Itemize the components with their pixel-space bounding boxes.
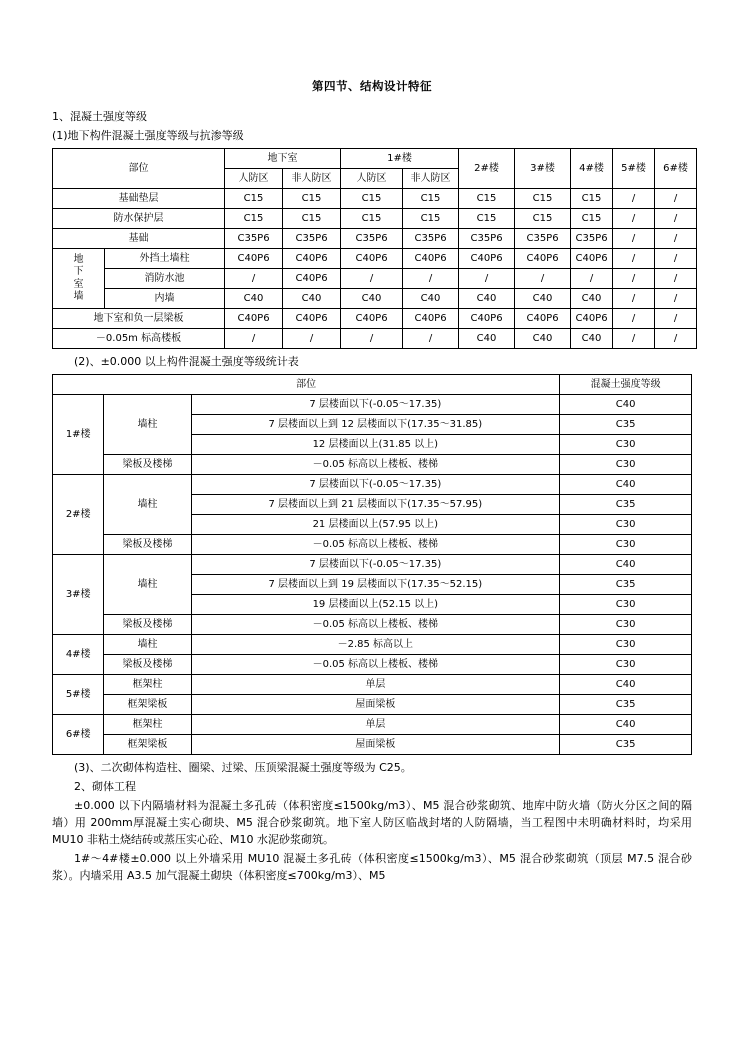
part-label: 墙柱 bbox=[104, 475, 191, 535]
cell: C15 bbox=[571, 209, 613, 229]
subsection-heading-1: (1)地下构件混凝土强度等级与抗渗等级 bbox=[52, 129, 244, 143]
cell: / bbox=[655, 309, 697, 329]
cell: / bbox=[655, 209, 697, 229]
th-building-3: 3#楼 bbox=[515, 149, 571, 189]
table-row bbox=[53, 715, 692, 735]
th-building-5: 5#楼 bbox=[613, 149, 655, 189]
desc: 12 层楼面以上(31.85 以上) bbox=[191, 435, 560, 455]
page-title: 第四节、结构设计特征 bbox=[312, 79, 432, 93]
part-label: 梁板及楼梯 bbox=[104, 535, 191, 555]
th-sub-non-civil-defense-b: 非人防区 bbox=[403, 169, 459, 189]
grade: C35 bbox=[560, 575, 692, 595]
cell: C15 bbox=[225, 189, 283, 209]
desc: 单层 bbox=[191, 715, 560, 735]
part-label: 梁板及楼梯 bbox=[104, 455, 191, 475]
section-heading-1: 1、混凝土强度等级 bbox=[52, 110, 147, 123]
cell: / bbox=[515, 269, 571, 289]
grade: C30 bbox=[560, 615, 692, 635]
cell: C40 bbox=[515, 289, 571, 309]
table-row bbox=[53, 329, 697, 349]
cell: C40 bbox=[459, 329, 515, 349]
cell: C40 bbox=[459, 289, 515, 309]
table-row bbox=[53, 675, 692, 695]
table-row bbox=[53, 189, 697, 209]
cell: C35P6 bbox=[403, 229, 459, 249]
cell: / bbox=[403, 329, 459, 349]
grade: C35 bbox=[560, 735, 692, 755]
cell: C15 bbox=[459, 209, 515, 229]
cell: C15 bbox=[403, 209, 459, 229]
table-row bbox=[53, 269, 697, 289]
desc: 7 层楼面以下(-0.05～17.35) bbox=[191, 395, 560, 415]
cell: C35P6 bbox=[515, 229, 571, 249]
cell: / bbox=[571, 269, 613, 289]
table-row bbox=[53, 695, 692, 715]
th-grade: 混凝土强度等级 bbox=[560, 375, 692, 395]
cell: C15 bbox=[283, 189, 341, 209]
group-label-building-6: 6#楼 bbox=[53, 715, 104, 755]
cell: C15 bbox=[459, 189, 515, 209]
part-label: 框架柱 bbox=[104, 715, 191, 735]
row-label: 外挡土墙柱 bbox=[105, 249, 225, 269]
cell: / bbox=[655, 289, 697, 309]
grade: C40 bbox=[560, 715, 692, 735]
th-building-4: 4#楼 bbox=[571, 149, 613, 189]
table-row bbox=[53, 475, 692, 495]
cell: C40P6 bbox=[341, 249, 403, 269]
table-row bbox=[53, 535, 692, 555]
desc: －0.05 标高以上楼板、楼梯 bbox=[191, 655, 560, 675]
cell: C40P6 bbox=[403, 309, 459, 329]
cell: C35P6 bbox=[571, 229, 613, 249]
grade: C40 bbox=[560, 555, 692, 575]
row-label: 内墙 bbox=[105, 289, 225, 309]
cell: C35P6 bbox=[225, 229, 283, 249]
cell: C40 bbox=[403, 289, 459, 309]
row-group-label-basement-wall: 地 下 室 墙 bbox=[53, 249, 105, 309]
cell: / bbox=[613, 269, 655, 289]
part-label: 梁板及楼梯 bbox=[104, 655, 191, 675]
cell: / bbox=[225, 269, 283, 289]
th-sub-non-civil-defense-a: 非人防区 bbox=[283, 169, 341, 189]
cell: / bbox=[283, 329, 341, 349]
cell: C40 bbox=[571, 289, 613, 309]
grade: C40 bbox=[560, 675, 692, 695]
grade: C30 bbox=[560, 535, 692, 555]
part-label: 框架柱 bbox=[104, 675, 191, 695]
grade: C40 bbox=[560, 395, 692, 415]
table-underground-concrete-grades bbox=[52, 148, 697, 349]
row-label: 基础 bbox=[53, 229, 225, 249]
cell: C15 bbox=[341, 189, 403, 209]
grade: C30 bbox=[560, 655, 692, 675]
row-label: 基础垫层 bbox=[53, 189, 225, 209]
cell: C40P6 bbox=[403, 249, 459, 269]
table-above-ground-concrete-grades bbox=[52, 374, 692, 755]
desc: 7 层楼面以下(-0.05～17.35) bbox=[191, 475, 560, 495]
part-label: 墙柱 bbox=[104, 635, 191, 655]
table-row bbox=[53, 395, 692, 415]
cell: C40P6 bbox=[459, 309, 515, 329]
cell: C40P6 bbox=[459, 249, 515, 269]
paragraph-masonry-below-zero: ±0.000 以下内隔墙材料为混凝土多孔砖（体积密度≤1500kg/m3）、M5 混合砂浆砌筑、地库中防火墙（防火分区之间的隔墙）用 200mm厚混凝土实心砌块、M5 混合砂浆砌筑。地下室人防区临战封堵的人防隔墙，当工程图中未明确材料时，均采用 MU10 非粘土烧结砖或蒸压实心砼、M10 水泥砂浆砌筑。 bbox=[52, 799, 692, 847]
th-part: 部位 bbox=[53, 149, 225, 189]
cell: C40 bbox=[225, 289, 283, 309]
table-row bbox=[53, 655, 692, 675]
table-row bbox=[53, 635, 692, 655]
part-label: 框架梁板 bbox=[104, 695, 191, 715]
row-label: 防水保护层 bbox=[53, 209, 225, 229]
cell: C40P6 bbox=[283, 269, 341, 289]
cell: C15 bbox=[341, 209, 403, 229]
cell: / bbox=[613, 209, 655, 229]
th-building-6: 6#楼 bbox=[655, 149, 697, 189]
cell: C15 bbox=[515, 209, 571, 229]
group-label-building-1: 1#楼 bbox=[53, 395, 104, 475]
cell: C40P6 bbox=[341, 309, 403, 329]
desc: 屋面梁板 bbox=[191, 735, 560, 755]
th-building-1: 1#楼 bbox=[341, 149, 459, 169]
table-row bbox=[53, 289, 697, 309]
group-label-building-2: 2#楼 bbox=[53, 475, 104, 555]
cell: C40P6 bbox=[571, 249, 613, 269]
th-sub-civil-defense-b: 人防区 bbox=[341, 169, 403, 189]
group-label-building-5: 5#楼 bbox=[53, 675, 104, 715]
table-row bbox=[53, 455, 692, 475]
group-label-building-3: 3#楼 bbox=[53, 555, 104, 635]
desc: －0.05 标高以上楼板、楼梯 bbox=[191, 615, 560, 635]
table-row bbox=[53, 309, 697, 329]
grade: C30 bbox=[560, 595, 692, 615]
cell: / bbox=[613, 309, 655, 329]
desc: 7 层楼面以上到 12 层楼面以下(17.35～31.85) bbox=[191, 415, 560, 435]
cell: / bbox=[613, 329, 655, 349]
cell: / bbox=[613, 229, 655, 249]
cell: / bbox=[613, 189, 655, 209]
desc: 7 层楼面以上到 19 层楼面以下(17.35～52.15) bbox=[191, 575, 560, 595]
table-row bbox=[53, 615, 692, 635]
cell: C40P6 bbox=[515, 309, 571, 329]
cell: C15 bbox=[515, 189, 571, 209]
desc: －0.05 标高以上楼板、楼梯 bbox=[191, 535, 560, 555]
cell: / bbox=[613, 249, 655, 269]
cell: / bbox=[655, 269, 697, 289]
cell: C15 bbox=[283, 209, 341, 229]
desc: －0.05 标高以上楼板、楼梯 bbox=[191, 455, 560, 475]
grade: C35 bbox=[560, 695, 692, 715]
grade: C40 bbox=[560, 475, 692, 495]
cell: / bbox=[655, 229, 697, 249]
cell: / bbox=[655, 249, 697, 269]
cell: / bbox=[403, 269, 459, 289]
cell: C40P6 bbox=[571, 309, 613, 329]
grade: C30 bbox=[560, 435, 692, 455]
group-label-building-4: 4#楼 bbox=[53, 635, 104, 675]
table-row bbox=[53, 555, 692, 575]
cell: C40P6 bbox=[225, 249, 283, 269]
table-row bbox=[53, 229, 697, 249]
th-basement: 地下室 bbox=[225, 149, 341, 169]
section-heading-2: 2、砌体工程 bbox=[74, 780, 136, 794]
desc: 21 层楼面以上(57.95 以上) bbox=[191, 515, 560, 535]
cell: C40 bbox=[571, 329, 613, 349]
cell: C40P6 bbox=[283, 309, 341, 329]
table-row bbox=[53, 735, 692, 755]
row-label: 消防水池 bbox=[105, 269, 225, 289]
paragraph-masonry-above-zero: 1#～4#楼±0.000 以上外墙采用 MU10 混凝土多孔砖（体积密度≤1500kg/m3）、M5 混合砂浆砌筑（顶层 M7.5 混合砂浆）。内墙采用 A3.5 加气混凝土砌块（体积密度≤700kg/m3）、M5 bbox=[52, 852, 692, 883]
row-label: 地下室和负一层梁板 bbox=[53, 309, 225, 329]
cell: / bbox=[459, 269, 515, 289]
cell: C40P6 bbox=[283, 249, 341, 269]
cell: C15 bbox=[225, 209, 283, 229]
subsection-note-3: (3)、二次砌体构造柱、圈梁、过梁、压顶梁混凝土强度等级为 C25。 bbox=[74, 761, 412, 775]
cell: C15 bbox=[403, 189, 459, 209]
desc: 7 层楼面以上到 21 层楼面以下(17.35～57.95) bbox=[191, 495, 560, 515]
row-label: －0.05m 标高楼板 bbox=[53, 329, 225, 349]
grade: C30 bbox=[560, 455, 692, 475]
cell: C15 bbox=[571, 189, 613, 209]
part-label: 墙柱 bbox=[104, 555, 191, 615]
grade: C35 bbox=[560, 495, 692, 515]
part-label: 框架梁板 bbox=[104, 735, 191, 755]
cell: / bbox=[225, 329, 283, 349]
cell: / bbox=[613, 289, 655, 309]
cell: / bbox=[341, 269, 403, 289]
table-row bbox=[53, 375, 692, 395]
th-building-2: 2#楼 bbox=[459, 149, 515, 189]
th-sub-civil-defense-a: 人防区 bbox=[225, 169, 283, 189]
cell: C35P6 bbox=[459, 229, 515, 249]
cell: C35P6 bbox=[341, 229, 403, 249]
cell: / bbox=[341, 329, 403, 349]
table-row bbox=[53, 249, 697, 269]
cell: C40P6 bbox=[515, 249, 571, 269]
desc: －2.85 标高以上 bbox=[191, 635, 560, 655]
desc: 19 层楼面以上(52.15 以上) bbox=[191, 595, 560, 615]
cell: C40 bbox=[515, 329, 571, 349]
subsection-heading-2: (2)、±0.000 以上构件混凝土强度等级统计表 bbox=[74, 355, 299, 369]
table-row bbox=[53, 149, 697, 169]
part-label: 墙柱 bbox=[104, 395, 191, 455]
grade: C30 bbox=[560, 635, 692, 655]
desc: 屋面梁板 bbox=[191, 695, 560, 715]
grade: C35 bbox=[560, 415, 692, 435]
th-part: 部位 bbox=[53, 375, 560, 395]
part-label: 梁板及楼梯 bbox=[104, 615, 191, 635]
grade: C30 bbox=[560, 515, 692, 535]
cell: C35P6 bbox=[283, 229, 341, 249]
cell: C40 bbox=[341, 289, 403, 309]
cell: / bbox=[655, 329, 697, 349]
desc: 7 层楼面以下(-0.05～17.35) bbox=[191, 555, 560, 575]
cell: / bbox=[655, 189, 697, 209]
table-row bbox=[53, 209, 697, 229]
cell: C40P6 bbox=[225, 309, 283, 329]
cell: C40 bbox=[283, 289, 341, 309]
desc: 单层 bbox=[191, 675, 560, 695]
